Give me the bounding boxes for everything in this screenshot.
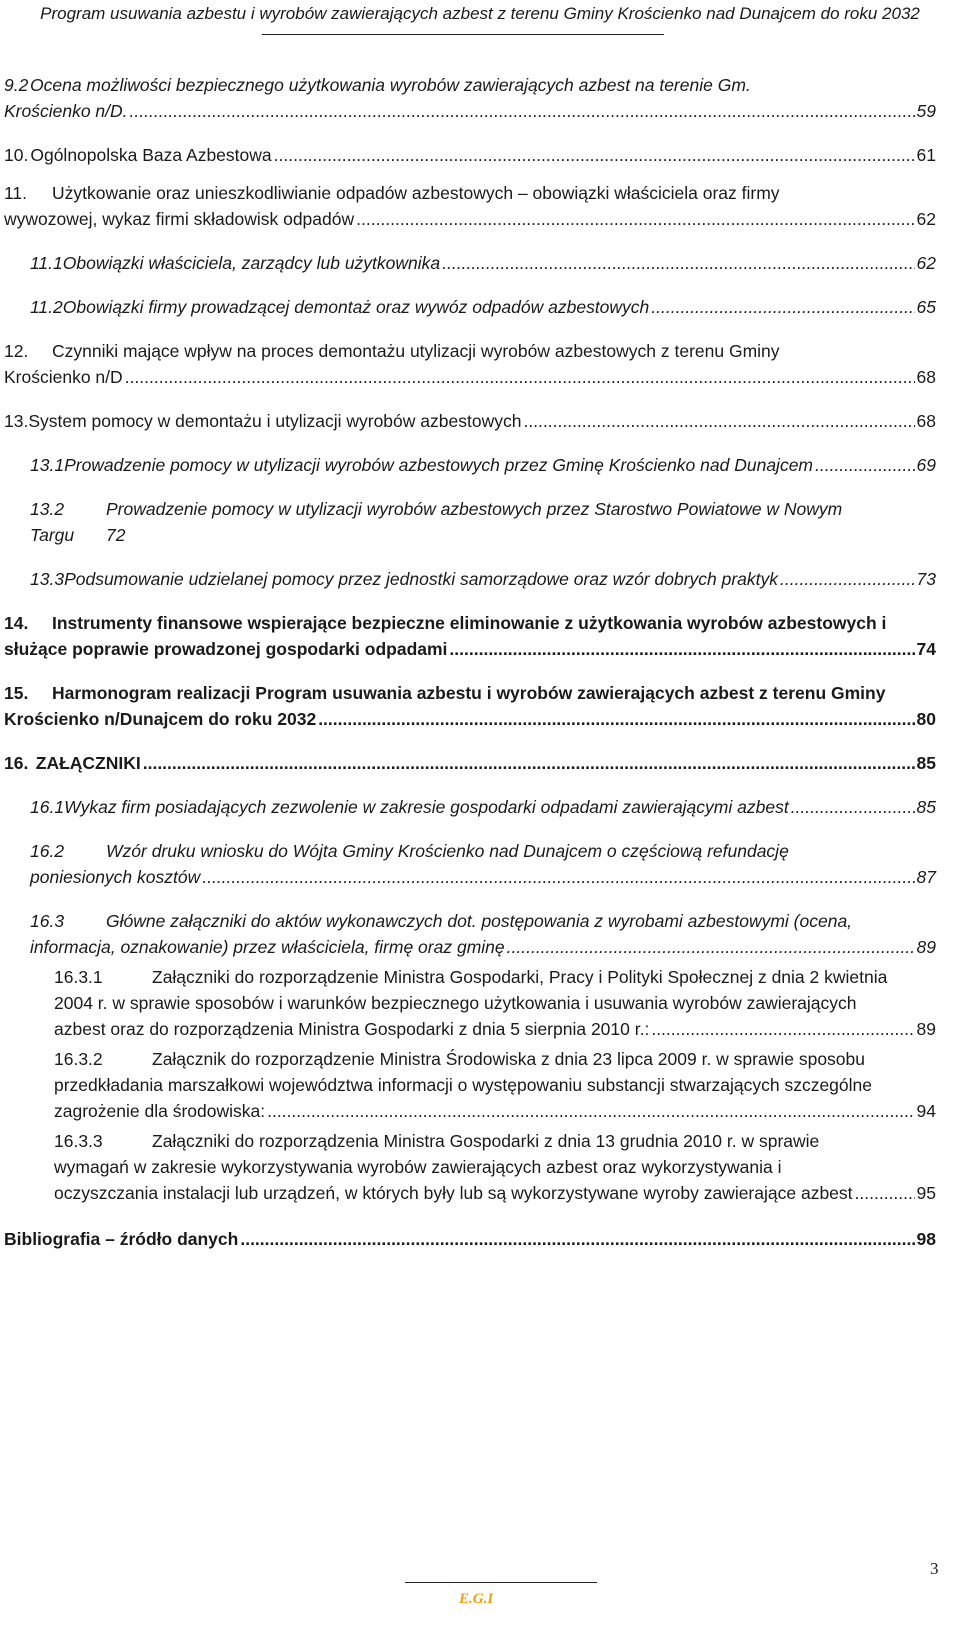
toc-text-cont: wymagań w zakresie wykorzystywania wyrobów zawierających azbest oraz wykorzystywania i [54,1157,782,1177]
toc-text: Instrumenty finansowe wspierające bezpieczne eliminowanie z użytkowania wyrobów azbestowych i [52,613,887,633]
toc-page: 69 [916,455,936,475]
toc-text-cont: Krościenko n/D [4,367,123,387]
page-header [0,0,960,24]
dot-leader [202,864,914,890]
dot-leader [651,294,914,320]
toc-text-cont: służące poprawie prowadzonej gospodarki odpadami [4,639,448,659]
dot-leader [274,142,915,168]
toc-entry-12[interactable] [4,338,936,390]
company-logo: E.G.I [459,1591,494,1607]
toc-text-cont: Krościenko n/Dunajcem do roku 2032 [4,709,317,729]
toc-number: 16.1 [30,797,65,817]
toc-text-cont: zagrożenie dla środowiska: [54,1101,266,1121]
toc-text-cont: Krościenko n/D. [4,101,128,121]
toc-page: 87 [916,867,936,887]
toc-number: 13.2 [30,499,65,519]
toc-text: Harmonogram realizacji Program usuwania azbestu i wyrobów zawierających azbest z terenu Gminy [52,683,886,703]
dot-leader [143,750,915,776]
toc-text-cont: wywozowej, wykaz firmi składowisk odpadów [4,209,355,229]
dot-leader [449,636,914,662]
toc-number: 11. [4,183,28,203]
toc-entry-16-1[interactable] [4,794,936,820]
toc-number: 16.3.3 [54,1131,103,1151]
toc-text: Obowiązki właściciela, zarządcy lub użytkownika [62,253,441,273]
toc-text: System pomocy w demontażu i utylizacji wyrobów azbestowych [28,411,522,431]
toc-page: 72 [106,525,126,545]
toc-number: 16.3.1 [54,967,103,987]
dot-leader [240,1226,914,1252]
toc-text: Obowiązki firmy prowadzącej demontaż oraz wywóz odpadów azbestowych [62,297,650,317]
toc-page: 62 [916,253,936,273]
page-number: 3 [930,1559,939,1578]
toc-number: 9.2 [4,75,29,95]
toc-number: 14. [4,613,29,633]
toc-entry-9-2[interactable] [4,72,936,124]
toc-text: Użytkowanie oraz unieszkodliwianie odpadów azbestowych – obowiązki właściciela oraz firmy [52,183,780,203]
dot-leader [130,98,915,124]
toc-page: 68 [916,367,936,387]
toc-page: 73 [916,569,936,589]
dot-leader [523,408,914,434]
toc-page: 65 [916,297,936,317]
toc-entry-16-3-1[interactable] [4,964,936,1042]
dot-leader [507,934,915,960]
toc-text-cont: Targu [30,525,75,545]
table-of-contents [4,72,936,1270]
dot-leader [125,364,915,390]
toc-page: 59 [916,101,936,121]
dot-leader [780,566,915,592]
footer-rule [405,1582,597,1583]
toc-number: 10. [4,145,29,165]
toc-text: Czynniki mające wpływ na proces demontażu utylizacji wyrobów azbestowych z terenu Gminy [52,341,780,361]
dot-leader [318,706,914,732]
toc-number: 11.2 [30,297,63,317]
toc-page: 85 [916,797,936,817]
toc-entry-13-3[interactable] [4,566,936,592]
toc-text: Główne załączniki do aktów wykonawczych dot. postępowania z wyrobami azbestowymi (ocena, [106,911,853,931]
toc-text: Prowadzenie pomocy w utylizacji wyrobów azbestowych przez Starostwo Powiatowe w Nowym [106,499,843,519]
toc-entry-13-1[interactable] [4,452,936,478]
toc-entry-16[interactable] [4,750,936,776]
header-rule [262,34,664,35]
toc-number: 15. [4,683,29,703]
toc-entry-13-2[interactable] [4,496,936,548]
toc-entry-16-2[interactable] [4,838,936,890]
toc-text: ZAŁĄCZNIKI [35,753,141,773]
dot-leader [791,794,915,820]
toc-text: Podsumowanie udzielanej pomocy przez jednostki samorządowe oraz wzór dobrych praktyk [64,569,779,589]
toc-page: 98 [916,1229,936,1249]
toc-text: Prowadzenie pomocy w utylizacji wyrobów azbestowych przez Gminę Krościenko nad Dunajcem [64,455,813,475]
toc-number: 11.1 [30,253,63,273]
toc-number: 16.3.2 [54,1049,103,1069]
toc-number: 13.3 [30,569,65,589]
toc-text: Załączniki do rozporządzenie Ministra Gospodarki, Pracy i Polityki Społecznej z dnia 2 kwietnia [152,967,888,987]
toc-text-cont: przedkładania marszałkowi województwa informacji o występowaniu substancji stwarzających szczególne [54,1075,873,1095]
toc-text: Załącznik do rozporządzenie Ministra Środowiska z dnia 23 lipca 2009 r. w sprawie sposobu [152,1049,866,1069]
dot-leader [267,1098,914,1124]
dot-leader [356,206,914,232]
toc-entry-11[interactable] [4,180,936,232]
toc-text: Załączniki do rozporządzenia Ministra Gospodarki z dnia 13 grudnia 2010 r. w sprawie [152,1131,820,1151]
toc-entry-13[interactable] [4,408,936,434]
toc-text-cont: 2004 r. w sprawie sposobów i warunków bezpiecznego użytkowania i usuwania wyrobów zawierających [54,993,857,1013]
toc-page: 74 [916,639,936,659]
toc-number: 16.2 [30,841,65,861]
toc-page: 89 [916,1019,936,1039]
toc-page: 89 [916,937,936,957]
toc-number: 13.1 [30,455,65,475]
toc-entry-11-2[interactable] [4,294,936,320]
toc-number: 16.3 [30,911,65,931]
toc-entry-11-1[interactable] [4,250,936,276]
toc-number: 16. [4,753,29,773]
dot-leader [855,1180,915,1206]
dot-leader [815,452,915,478]
toc-entry-10[interactable] [4,142,936,168]
toc-page: 95 [916,1183,936,1203]
toc-text-cont: oczyszczania instalacji lub urządzeń, w których były lub są wykorzystywane wyroby zawierające azbest [54,1183,853,1203]
toc-text-cont: informacja, oznakowanie) przez właściciela, firmę oraz gminę [30,937,505,957]
toc-entry-16-3-2[interactable] [4,1046,936,1124]
toc-page: 62 [916,209,936,229]
toc-entry-15[interactable] [4,680,936,732]
toc-page: 80 [916,709,936,729]
toc-number: 12. [4,341,29,361]
toc-page: 85 [916,753,936,773]
toc-page: 61 [916,145,936,165]
toc-entry-bibliography[interactable] [4,1226,936,1252]
toc-text: Wykaz firm posiadających zezwolenie w zakresie gospodarki odpadami zawierającymi azbest [64,797,789,817]
dot-leader [651,1016,914,1042]
toc-page: 94 [916,1101,936,1121]
toc-text-cont: poniesionych kosztów [30,867,201,887]
toc-entry-16-3-3[interactable] [4,1128,936,1206]
toc-text: Wzór druku wniosku do Wójta Gminy Krościenko nad Dunajcem o częściową refundację [106,841,789,861]
toc-text: Ocena możliwości bezpiecznego użytkowania wyrobów zawierających azbest na terenie Gm. [30,75,751,95]
toc-page: 68 [916,411,936,431]
toc-text: Bibliografia – źródło danych [4,1229,239,1249]
toc-entry-16-3[interactable] [4,908,936,960]
toc-text: Ogólnopolska Baza Azbestowa [30,145,272,165]
toc-text-cont: azbest oraz do rozporządzenia Ministra Gospodarki z dnia 5 sierpnia 2010 r.: [54,1019,650,1039]
toc-entry-14[interactable] [4,610,936,662]
toc-number: 13. [4,411,29,431]
document-title: Program usuwania azbestu i wyrobów zawierających azbest z terenu Gminy Krościenko nad Dunajcem do roku 2032 [40,4,920,23]
dot-leader [442,250,914,276]
